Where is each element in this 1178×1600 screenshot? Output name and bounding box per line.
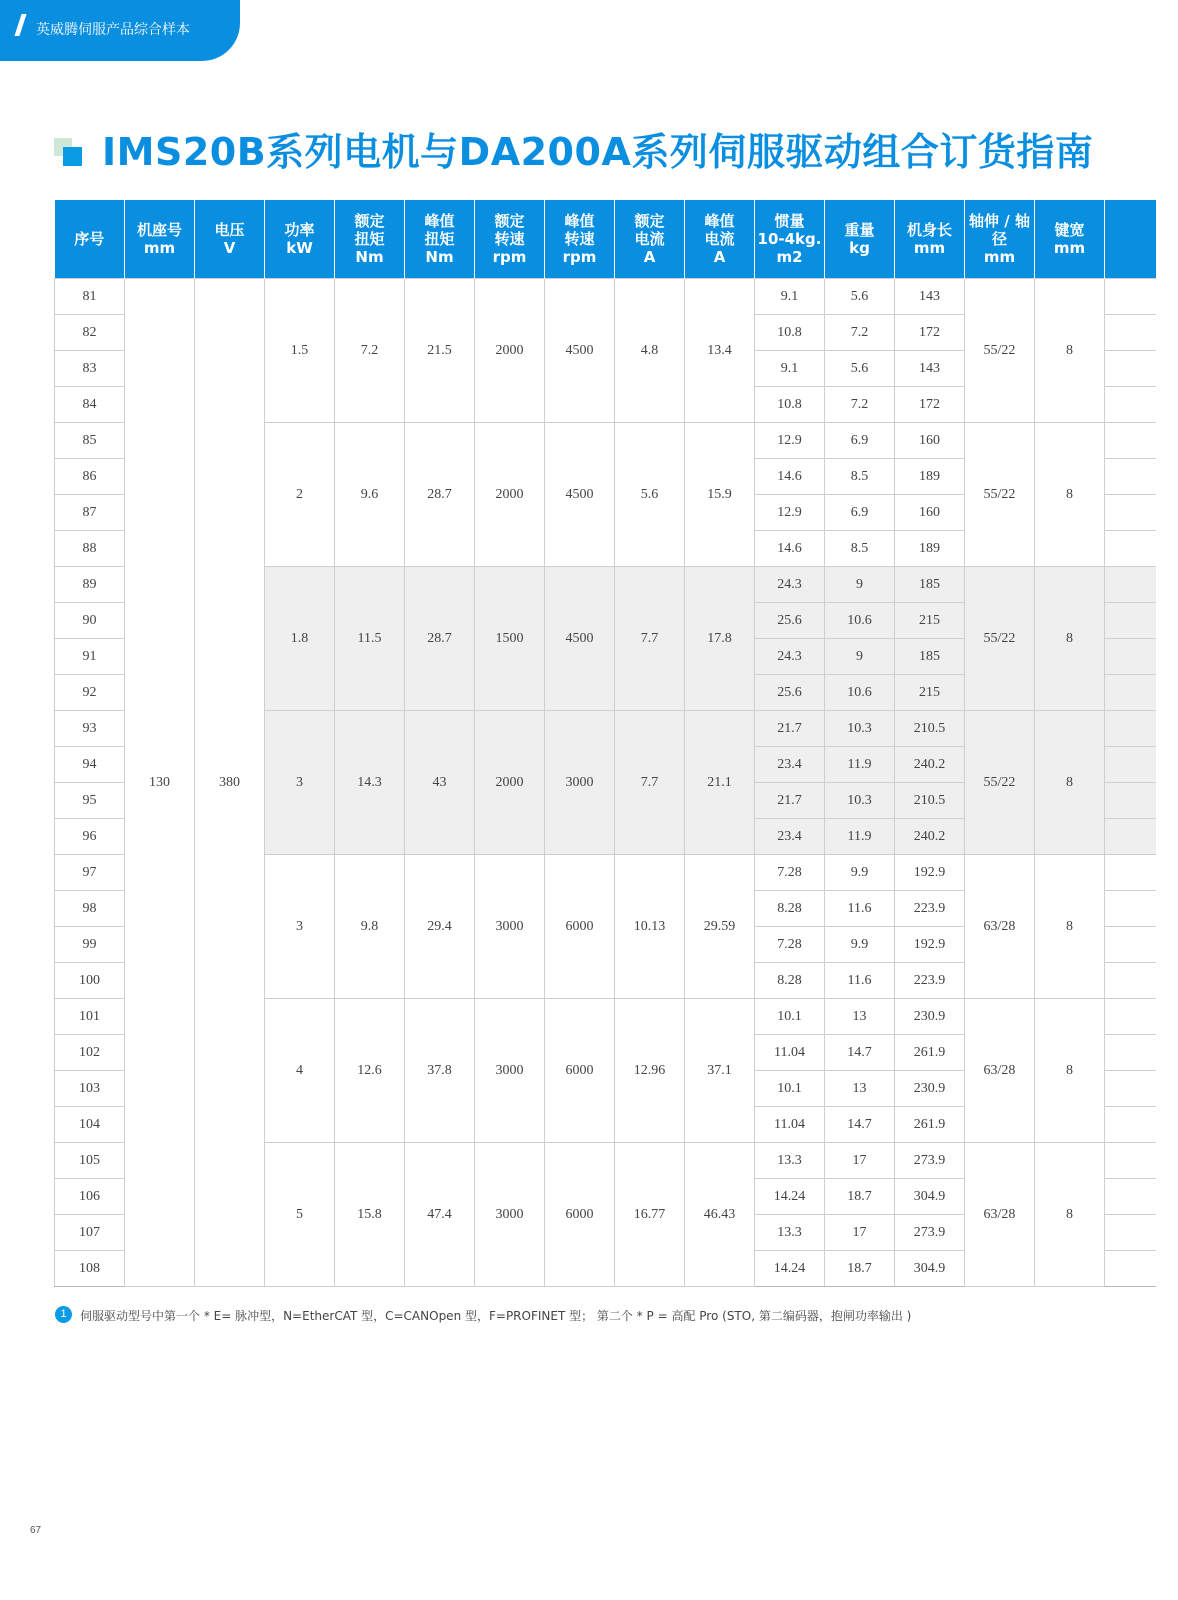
weight-cell: 9 [825, 639, 895, 675]
weight-cell: 8.5 [825, 531, 895, 567]
rated-torque-cell: 9.8 [335, 855, 405, 999]
inertia-cell: 9.1 [755, 279, 825, 315]
weight-cell: 14.7 [825, 1035, 895, 1071]
length-cell: 240.2 [895, 819, 965, 855]
inertia-cell: 8.28 [755, 891, 825, 927]
inertia-cell: 11.04 [755, 1107, 825, 1143]
tail-cell [1105, 315, 1156, 351]
inertia-cell: 10.8 [755, 387, 825, 423]
inertia-cell: 11.04 [755, 1035, 825, 1071]
weight-cell: 14.7 [825, 1107, 895, 1143]
column-header: 额定 转速 rpm [475, 200, 545, 279]
weight-cell: 11.6 [825, 963, 895, 999]
tail-cell [1105, 1179, 1156, 1215]
serial-cell: 101 [55, 999, 125, 1035]
weight-cell: 18.7 [825, 1251, 895, 1287]
tail-cell [1105, 423, 1156, 459]
key-width-cell: 8 [1035, 711, 1105, 855]
serial-cell: 87 [55, 495, 125, 531]
inertia-cell: 21.7 [755, 711, 825, 747]
peak-speed-cell: 6000 [545, 1143, 615, 1287]
weight-cell: 10.3 [825, 783, 895, 819]
peak-current-cell: 46.43 [685, 1143, 755, 1287]
key-width-cell: 8 [1035, 999, 1105, 1143]
rated-torque-cell: 12.6 [335, 999, 405, 1143]
rated-speed-cell: 2000 [475, 711, 545, 855]
power-cell: 2 [265, 423, 335, 567]
inertia-cell: 7.28 [755, 855, 825, 891]
tail-cell [1105, 747, 1156, 783]
length-cell: 160 [895, 495, 965, 531]
rated-torque-cell: 7.2 [335, 279, 405, 423]
page-number: 67 [30, 1525, 42, 1536]
inertia-cell: 24.3 [755, 567, 825, 603]
serial-cell: 95 [55, 783, 125, 819]
serial-cell: 96 [55, 819, 125, 855]
rated-current-cell: 7.7 [615, 567, 685, 711]
column-header-tail [1105, 200, 1156, 279]
serial-cell: 105 [55, 1143, 125, 1179]
rated-speed-cell: 2000 [475, 423, 545, 567]
column-header: 序号 [55, 200, 125, 279]
inertia-cell: 14.6 [755, 531, 825, 567]
tail-cell [1105, 567, 1156, 603]
column-header: 额定 扭矩 Nm [335, 200, 405, 279]
rated-speed-cell: 1500 [475, 567, 545, 711]
length-cell: 230.9 [895, 999, 965, 1035]
weight-cell: 13 [825, 999, 895, 1035]
table-row [55, 279, 1156, 315]
peak-torque-cell: 47.4 [405, 1143, 475, 1287]
column-header: 电压 V [195, 200, 265, 279]
inertia-cell: 23.4 [755, 747, 825, 783]
rated-torque-cell: 11.5 [335, 567, 405, 711]
tail-cell [1105, 783, 1156, 819]
spec-table [54, 200, 1156, 1287]
shaft-cell: 63/28 [965, 1143, 1035, 1287]
peak-current-cell: 15.9 [685, 423, 755, 567]
inertia-cell: 25.6 [755, 675, 825, 711]
length-cell: 304.9 [895, 1251, 965, 1287]
weight-cell: 10.6 [825, 675, 895, 711]
key-width-cell: 8 [1035, 1143, 1105, 1287]
inertia-cell: 23.4 [755, 819, 825, 855]
shaft-cell: 55/22 [965, 423, 1035, 567]
weight-cell: 11.6 [825, 891, 895, 927]
tail-cell [1105, 1071, 1156, 1107]
square-bullet-icon [54, 138, 84, 168]
column-header: 峰值 扭矩 Nm [405, 200, 475, 279]
inertia-cell: 12.9 [755, 423, 825, 459]
column-header: 峰值 电流 A [685, 200, 755, 279]
column-header: 惯量 10-4kg. m2 [755, 200, 825, 279]
column-header: 峰值 转速 rpm [545, 200, 615, 279]
tail-cell [1105, 1251, 1156, 1287]
shaft-cell: 55/22 [965, 279, 1035, 423]
shaft-cell: 55/22 [965, 711, 1035, 855]
length-cell: 143 [895, 279, 965, 315]
length-cell: 210.5 [895, 783, 965, 819]
inertia-cell: 12.9 [755, 495, 825, 531]
tail-cell [1105, 495, 1156, 531]
length-cell: 185 [895, 639, 965, 675]
length-cell: 304.9 [895, 1179, 965, 1215]
length-cell: 189 [895, 531, 965, 567]
serial-cell: 103 [55, 1071, 125, 1107]
peak-torque-cell: 43 [405, 711, 475, 855]
inertia-cell: 8.28 [755, 963, 825, 999]
rated-current-cell: 16.77 [615, 1143, 685, 1287]
inertia-cell: 10.1 [755, 999, 825, 1035]
power-cell: 1.8 [265, 567, 335, 711]
peak-current-cell: 13.4 [685, 279, 755, 423]
rated-speed-cell: 3000 [475, 855, 545, 999]
serial-cell: 107 [55, 1215, 125, 1251]
length-cell: 189 [895, 459, 965, 495]
serial-cell: 82 [55, 315, 125, 351]
peak-speed-cell: 4500 [545, 279, 615, 423]
peak-speed-cell: 6000 [545, 855, 615, 999]
inertia-cell: 14.24 [755, 1179, 825, 1215]
serial-cell: 86 [55, 459, 125, 495]
tail-cell [1105, 675, 1156, 711]
length-cell: 273.9 [895, 1215, 965, 1251]
weight-cell: 13 [825, 1071, 895, 1107]
table-body [55, 279, 1156, 1287]
inertia-cell: 13.3 [755, 1215, 825, 1251]
power-cell: 1.5 [265, 279, 335, 423]
footnote-text: 伺服驱动型号中第一个 * E= 脉冲型，N=EtherCAT 型，C=CANOpen 型，F=PROFINET 型； 第二个 * P = 高配 Pro (STO, 第二编码器，抱闸功率输出 ) [80, 1309, 912, 1323]
weight-cell: 9.9 [825, 855, 895, 891]
serial-cell: 92 [55, 675, 125, 711]
peak-speed-cell: 4500 [545, 567, 615, 711]
serial-cell: 85 [55, 423, 125, 459]
serial-cell: 84 [55, 387, 125, 423]
power-cell: 5 [265, 1143, 335, 1287]
table-header-row [55, 200, 1156, 279]
power-cell: 3 [265, 855, 335, 999]
rated-torque-cell: 9.6 [335, 423, 405, 567]
tail-cell [1105, 639, 1156, 675]
column-header: 机身长 mm [895, 200, 965, 279]
column-header: 功率 kW [265, 200, 335, 279]
length-cell: 223.9 [895, 891, 965, 927]
tail-cell [1105, 531, 1156, 567]
serial-cell: 90 [55, 603, 125, 639]
weight-cell: 11.9 [825, 819, 895, 855]
serial-cell: 91 [55, 639, 125, 675]
column-header: 键宽 mm [1035, 200, 1105, 279]
serial-cell: 104 [55, 1107, 125, 1143]
peak-speed-cell: 6000 [545, 999, 615, 1143]
column-header: 额定 电流 A [615, 200, 685, 279]
length-cell: 215 [895, 675, 965, 711]
tail-cell [1105, 1035, 1156, 1071]
inertia-cell: 25.6 [755, 603, 825, 639]
length-cell: 261.9 [895, 1107, 965, 1143]
tail-cell [1105, 927, 1156, 963]
serial-cell: 102 [55, 1035, 125, 1071]
length-cell: 240.2 [895, 747, 965, 783]
weight-cell: 17 [825, 1215, 895, 1251]
tail-cell [1105, 1107, 1156, 1143]
weight-cell: 17 [825, 1143, 895, 1179]
peak-current-cell: 29.59 [685, 855, 755, 999]
header-title: 英威腾伺服产品综合样本 [36, 22, 190, 38]
peak-torque-cell: 28.7 [405, 567, 475, 711]
peak-current-cell: 21.1 [685, 711, 755, 855]
peak-torque-cell: 29.4 [405, 855, 475, 999]
key-width-cell: 8 [1035, 855, 1105, 999]
peak-speed-cell: 3000 [545, 711, 615, 855]
rated-current-cell: 7.7 [615, 711, 685, 855]
weight-cell: 6.9 [825, 423, 895, 459]
tail-cell [1105, 387, 1156, 423]
weight-cell: 8.5 [825, 459, 895, 495]
page-title: IMS20B系列电机与DA200A系列伺服驱动组合订货指南 [102, 130, 1094, 174]
weight-cell: 5.6 [825, 279, 895, 315]
frame-cell: 130 [125, 279, 195, 1287]
shaft-cell: 63/28 [965, 855, 1035, 999]
length-cell: 230.9 [895, 1071, 965, 1107]
key-width-cell: 8 [1035, 567, 1105, 711]
weight-cell: 7.2 [825, 387, 895, 423]
weight-cell: 11.9 [825, 747, 895, 783]
length-cell: 261.9 [895, 1035, 965, 1071]
shaft-cell: 55/22 [965, 567, 1035, 711]
tail-cell [1105, 819, 1156, 855]
rated-speed-cell: 2000 [475, 279, 545, 423]
tail-cell [1105, 459, 1156, 495]
weight-cell: 7.2 [825, 315, 895, 351]
serial-cell: 108 [55, 1251, 125, 1287]
weight-cell: 9 [825, 567, 895, 603]
inertia-cell: 7.28 [755, 927, 825, 963]
peak-torque-cell: 28.7 [405, 423, 475, 567]
length-cell: 192.9 [895, 855, 965, 891]
peak-speed-cell: 4500 [545, 423, 615, 567]
tail-cell [1105, 891, 1156, 927]
tail-cell [1105, 711, 1156, 747]
serial-cell: 106 [55, 1179, 125, 1215]
rated-current-cell: 4.8 [615, 279, 685, 423]
tail-cell [1105, 279, 1156, 315]
key-width-cell: 8 [1035, 423, 1105, 567]
inertia-cell: 14.6 [755, 459, 825, 495]
rated-current-cell: 10.13 [615, 855, 685, 999]
column-header: 重量 kg [825, 200, 895, 279]
inertia-cell: 14.24 [755, 1251, 825, 1287]
serial-cell: 81 [55, 279, 125, 315]
tail-cell [1105, 351, 1156, 387]
serial-cell: 97 [55, 855, 125, 891]
length-cell: 215 [895, 603, 965, 639]
column-header: 机座号 mm [125, 200, 195, 279]
rated-torque-cell: 15.8 [335, 1143, 405, 1287]
tail-cell [1105, 963, 1156, 999]
header-tab [0, 0, 240, 61]
inertia-cell: 21.7 [755, 783, 825, 819]
peak-current-cell: 17.8 [685, 567, 755, 711]
power-cell: 3 [265, 711, 335, 855]
length-cell: 210.5 [895, 711, 965, 747]
weight-cell: 6.9 [825, 495, 895, 531]
tail-cell [1105, 1143, 1156, 1179]
weight-cell: 10.3 [825, 711, 895, 747]
serial-cell: 89 [55, 567, 125, 603]
serial-cell: 94 [55, 747, 125, 783]
length-cell: 143 [895, 351, 965, 387]
serial-cell: 88 [55, 531, 125, 567]
key-width-cell: 8 [1035, 279, 1105, 423]
serial-cell: 98 [55, 891, 125, 927]
length-cell: 223.9 [895, 963, 965, 999]
weight-cell: 10.6 [825, 603, 895, 639]
weight-cell: 18.7 [825, 1179, 895, 1215]
voltage-cell: 380 [195, 279, 265, 1287]
weight-cell: 5.6 [825, 351, 895, 387]
column-header: 轴伸 / 轴 径 mm [965, 200, 1035, 279]
tail-cell [1105, 999, 1156, 1035]
rated-current-cell: 5.6 [615, 423, 685, 567]
tail-cell [1105, 855, 1156, 891]
peak-torque-cell: 21.5 [405, 279, 475, 423]
length-cell: 273.9 [895, 1143, 965, 1179]
length-cell: 160 [895, 423, 965, 459]
inertia-cell: 24.3 [755, 639, 825, 675]
serial-cell: 100 [55, 963, 125, 999]
rated-current-cell: 12.96 [615, 999, 685, 1143]
power-cell: 4 [265, 999, 335, 1143]
inertia-cell: 13.3 [755, 1143, 825, 1179]
weight-cell: 9.9 [825, 927, 895, 963]
inertia-cell: 10.1 [755, 1071, 825, 1107]
peak-current-cell: 37.1 [685, 999, 755, 1143]
length-cell: 172 [895, 387, 965, 423]
serial-cell: 99 [55, 927, 125, 963]
tail-cell [1105, 603, 1156, 639]
footnote-number-icon: 1 [55, 1306, 72, 1323]
inertia-cell: 9.1 [755, 351, 825, 387]
tail-cell [1105, 1215, 1156, 1251]
slash-icon [14, 14, 26, 36]
serial-cell: 93 [55, 711, 125, 747]
shaft-cell: 63/28 [965, 999, 1035, 1143]
length-cell: 185 [895, 567, 965, 603]
rated-speed-cell: 3000 [475, 999, 545, 1143]
peak-torque-cell: 37.8 [405, 999, 475, 1143]
length-cell: 192.9 [895, 927, 965, 963]
length-cell: 172 [895, 315, 965, 351]
serial-cell: 83 [55, 351, 125, 387]
rated-torque-cell: 14.3 [335, 711, 405, 855]
inertia-cell: 10.8 [755, 315, 825, 351]
rated-speed-cell: 3000 [475, 1143, 545, 1287]
